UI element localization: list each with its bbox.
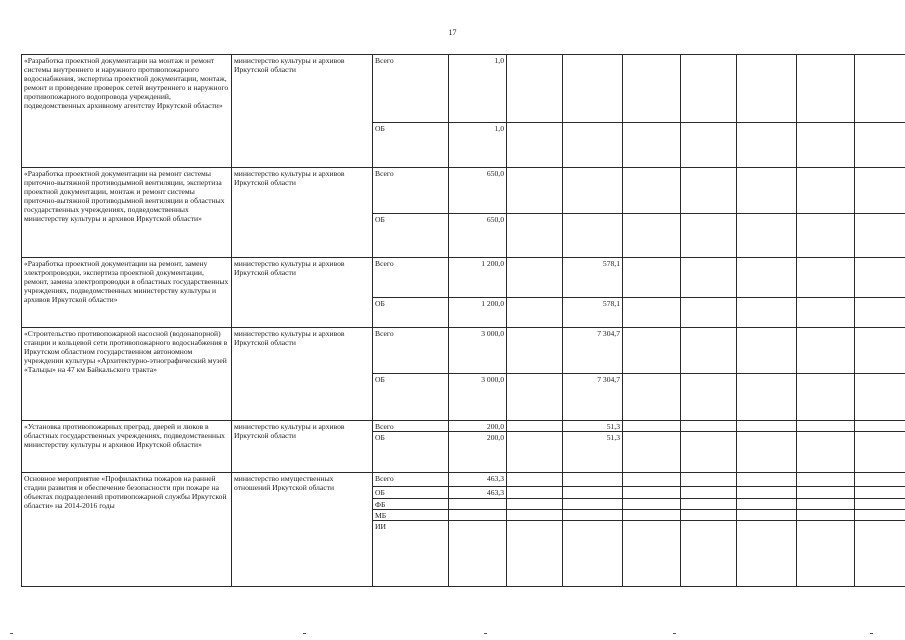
empty-cell: [797, 374, 855, 421]
empty-cell: [797, 486, 855, 498]
value-2014-cell: 463,3: [449, 486, 507, 498]
empty-cell: [797, 298, 855, 328]
empty-cell: [681, 55, 737, 123]
value-2014-cell: [449, 510, 507, 521]
empty-cell: [623, 473, 681, 486]
value-2015-cell: 51,3: [563, 432, 623, 473]
empty-cell: [855, 432, 905, 473]
empty-cell: [797, 257, 855, 298]
empty-cell: [737, 213, 797, 257]
value-2015-cell: 578,1: [563, 298, 623, 328]
empty-cell: [681, 421, 737, 432]
funding-source-cell: ОБ: [373, 213, 449, 257]
funding-source-cell: ОБ: [373, 486, 449, 498]
empty-cell: [681, 298, 737, 328]
empty-cell: [681, 257, 737, 298]
empty-cell: [737, 498, 797, 509]
empty-cell: [797, 328, 855, 374]
empty-cell: [507, 521, 563, 587]
value-2015-cell: [563, 55, 623, 123]
empty-cell: [681, 328, 737, 374]
empty-cell: [623, 257, 681, 298]
empty-cell: [681, 486, 737, 498]
funding-source-cell: ОБ: [373, 122, 449, 167]
value-2015-cell: [563, 521, 623, 587]
empty-cell: [797, 213, 855, 257]
value-2014-cell: 3 000,0: [449, 374, 507, 421]
funding-source-cell: ОБ: [373, 374, 449, 421]
empty-cell: [737, 374, 797, 421]
value-2015-cell: [563, 122, 623, 167]
value-2014-cell: 3 000,0: [449, 328, 507, 374]
value-2014-cell: 650,0: [449, 167, 507, 213]
empty-cell: [681, 521, 737, 587]
value-2015-cell: [563, 213, 623, 257]
empty-cell: [737, 421, 797, 432]
scan-mark: [10, 633, 13, 634]
empty-cell: [623, 213, 681, 257]
scan-mark: [870, 633, 873, 634]
empty-cell: [623, 55, 681, 123]
value-2015-cell: 7 304,7: [563, 374, 623, 421]
empty-cell: [507, 374, 563, 421]
empty-cell: [855, 374, 905, 421]
empty-cell: [737, 167, 797, 213]
activity-cell: «Установка противопожарных преград, дверей и люков в областных государственных учреждениях, подведомственных министерству культуры и архивов Иркутской области»: [22, 421, 232, 473]
empty-cell: [623, 498, 681, 509]
empty-cell: [507, 55, 563, 123]
empty-cell: [855, 55, 905, 123]
empty-cell: [797, 521, 855, 587]
empty-cell: [797, 421, 855, 432]
empty-cell: [737, 521, 797, 587]
empty-cell: [855, 498, 905, 509]
empty-cell: [681, 213, 737, 257]
empty-cell: [623, 122, 681, 167]
empty-cell: [737, 486, 797, 498]
funding-source-cell: Всего: [373, 473, 449, 486]
empty-cell: [623, 374, 681, 421]
value-2014-cell: 650,0: [449, 213, 507, 257]
funding-source-cell: ОБ: [373, 298, 449, 328]
value-2014-cell: 463,3: [449, 473, 507, 486]
empty-cell: [797, 167, 855, 213]
value-2015-cell: [563, 498, 623, 509]
empty-cell: [797, 498, 855, 509]
value-2015-cell: 51,3: [563, 421, 623, 432]
funding-source-cell: МБ: [373, 510, 449, 521]
empty-cell: [855, 213, 905, 257]
value-2015-cell: [563, 486, 623, 498]
funding-source-cell: Всего: [373, 421, 449, 432]
funding-source-cell: ФБ: [373, 498, 449, 509]
value-2014-cell: 200,0: [449, 432, 507, 473]
scan-mark: [303, 633, 306, 634]
activity-cell: «Разработка проектной документации на ремонт системы приточно-вытяжной противодымной вентиляции, экспертиза проектной документации, монтаж и ремонт системы приточно-вытяжной противодымной вентиляции в областных государственных учреждениях, подведомственных министерству культуры и архивов Иркутской области»: [22, 167, 232, 257]
empty-cell: [623, 328, 681, 374]
agency-cell: министерство культуры и архивов Иркутской области: [232, 257, 373, 328]
empty-cell: [797, 122, 855, 167]
empty-cell: [681, 510, 737, 521]
empty-cell: [737, 432, 797, 473]
funding-source-cell: Всего: [373, 167, 449, 213]
empty-cell: [737, 510, 797, 521]
funding-source-cell: ИИ: [373, 521, 449, 587]
empty-cell: [507, 432, 563, 473]
empty-cell: [507, 510, 563, 521]
empty-cell: [681, 122, 737, 167]
empty-cell: [855, 328, 905, 374]
scan-mark: [484, 633, 487, 634]
empty-cell: [623, 486, 681, 498]
empty-cell: [681, 374, 737, 421]
empty-cell: [507, 167, 563, 213]
empty-cell: [737, 473, 797, 486]
empty-cell: [855, 167, 905, 213]
empty-cell: [507, 213, 563, 257]
empty-cell: [737, 122, 797, 167]
empty-cell: [507, 421, 563, 432]
empty-cell: [855, 521, 905, 587]
value-2015-cell: [563, 510, 623, 521]
value-2014-cell: [449, 498, 507, 509]
agency-cell: министерство имущественных отношений Иркутской области: [232, 473, 373, 587]
funding-source-cell: Всего: [373, 257, 449, 298]
empty-cell: [623, 167, 681, 213]
empty-cell: [855, 473, 905, 486]
empty-cell: [681, 432, 737, 473]
empty-cell: [507, 122, 563, 167]
value-2014-cell: [449, 521, 507, 587]
value-2014-cell: 1 200,0: [449, 298, 507, 328]
value-2014-cell: 1 200,0: [449, 257, 507, 298]
value-2014-cell: 1,0: [449, 122, 507, 167]
value-2015-cell: 578,1: [563, 257, 623, 298]
activity-cell: «Разработка проектной документации на монтаж и ремонт системы внутреннего и наружного противопожарного водоснабжения, экспертиза проектной документации, монтаж, ремонт и проведение проверок сетей внутреннего и наружного противопожарного водопровода учреждений, подведомственных архивному агентству Иркутской области»: [22, 55, 232, 168]
empty-cell: [797, 432, 855, 473]
value-2015-cell: [563, 473, 623, 486]
empty-cell: [737, 298, 797, 328]
empty-cell: [681, 167, 737, 213]
empty-cell: [797, 55, 855, 123]
funding-source-cell: Всего: [373, 55, 449, 123]
value-2015-cell: 7 304,7: [563, 328, 623, 374]
empty-cell: [623, 298, 681, 328]
agency-cell: министерство культуры и архивов Иркутской области: [232, 421, 373, 473]
agency-cell: министерство культуры и архивов Иркутской области: [232, 167, 373, 257]
empty-cell: [737, 55, 797, 123]
empty-cell: [507, 257, 563, 298]
empty-cell: [681, 473, 737, 486]
empty-cell: [681, 498, 737, 509]
activity-cell: «Строительство противопожарной насосной (водонапорной) станции и кольцевой сети противопожарного водоснабжения в Иркутском областном государственном автономном учреждении культуры «Архитектурно-этнографический музей «Тальцы» на 47 км Байкальского тракта»: [22, 328, 232, 421]
empty-cell: [623, 421, 681, 432]
value-2014-cell: 200,0: [449, 421, 507, 432]
budget-table: [21, 54, 905, 587]
page-number: 17: [448, 28, 457, 37]
agency-cell: министерство культуры и архивов Иркутской области: [232, 55, 373, 168]
empty-cell: [507, 486, 563, 498]
activity-cell: Основное мероприятие «Профилактика пожаров на ранней стадии развития и обеспечение безопасности при пожаре на объектах подразделений противопожарной службы Иркутской области» на 2014-2016 годы: [22, 473, 232, 587]
empty-cell: [623, 510, 681, 521]
value-2015-cell: [563, 167, 623, 213]
empty-cell: [623, 521, 681, 587]
value-2014-cell: 1,0: [449, 55, 507, 123]
empty-cell: [737, 257, 797, 298]
funding-source-cell: ОБ: [373, 432, 449, 473]
empty-cell: [507, 473, 563, 486]
empty-cell: [855, 510, 905, 521]
empty-cell: [855, 421, 905, 432]
scan-mark: [673, 633, 676, 634]
empty-cell: [507, 498, 563, 509]
empty-cell: [797, 473, 855, 486]
empty-cell: [855, 298, 905, 328]
agency-cell: министерство культуры и архивов Иркутской области: [232, 328, 373, 421]
empty-cell: [507, 298, 563, 328]
empty-cell: [855, 122, 905, 167]
empty-cell: [737, 328, 797, 374]
activity-cell: «Разработка проектной документации на ремонт, замену электропроводки, экспертиза проектной документации, ремонт, замена электропроводки в областных государственных учреждениях, подведомственных министерству культуры и архивов Иркутской области»: [22, 257, 232, 328]
empty-cell: [507, 328, 563, 374]
empty-cell: [855, 486, 905, 498]
empty-cell: [855, 257, 905, 298]
funding-source-cell: Всего: [373, 328, 449, 374]
empty-cell: [623, 432, 681, 473]
empty-cell: [797, 510, 855, 521]
